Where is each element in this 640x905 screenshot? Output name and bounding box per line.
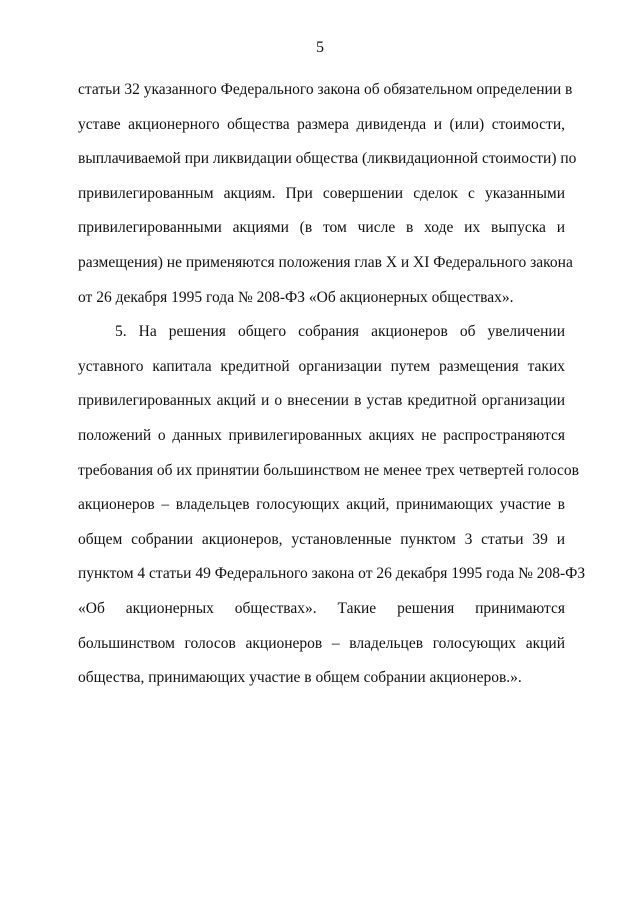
text-line: положений о данных привилегированных акциях не распространяются — [78, 426, 565, 444]
paragraph-5 — [78, 315, 586, 696]
text-line: 5. На решения общего собрания акционеров об увеличении — [115, 323, 565, 341]
page-number: 5 — [316, 39, 324, 56]
text-line: привилегированными акциями (в том числе в ходе их выпуска и — [78, 219, 565, 237]
text-line: выплачиваемой при ликвидации общества (ликвидационной стоимости) по — [78, 150, 577, 168]
text-line: акционеров – владельцев голосующих акций, принимающих участие в — [78, 496, 565, 514]
text-line: большинством голосов акционеров – владельцев голосующих акций — [78, 634, 565, 652]
text-line: требования об их принятии большинством не менее трех четвертей голосов — [78, 461, 579, 479]
text-line: уставного капитала кредитной организации путем размещения таких — [78, 357, 565, 375]
paragraph-continuation — [78, 73, 577, 315]
text-line: общем собрании акционеров, установленные пунктом 3 статьи 39 и — [78, 530, 565, 548]
text-line: «Об акционерных обществах». Такие решения принимаются — [78, 599, 565, 617]
text-line: пунктом 4 статьи 49 Федерального закона от 26 декабря 1995 года № 208-ФЗ — [78, 565, 586, 583]
text-line: размещения) не применяются положения глав X и XI Федерального закона — [78, 253, 573, 271]
text-line: привилегированных акций и о внесении в устав кредитной организации — [78, 392, 565, 410]
document-body — [78, 73, 586, 696]
text-line: от 26 декабря 1995 года № 208-ФЗ «Об акционерных обществах». — [78, 288, 514, 306]
text-line: статьи 32 указанного Федерального закона об обязательном определении в — [78, 81, 573, 98]
text-line: уставе акционерного общества размера дивиденда и (или) стоимости, — [78, 115, 565, 133]
text-line: привилегированным акциям. При совершении сделок с указанными — [78, 184, 565, 202]
text-line: общества, принимающих участие в общем собрании акционеров.». — [78, 669, 522, 687]
